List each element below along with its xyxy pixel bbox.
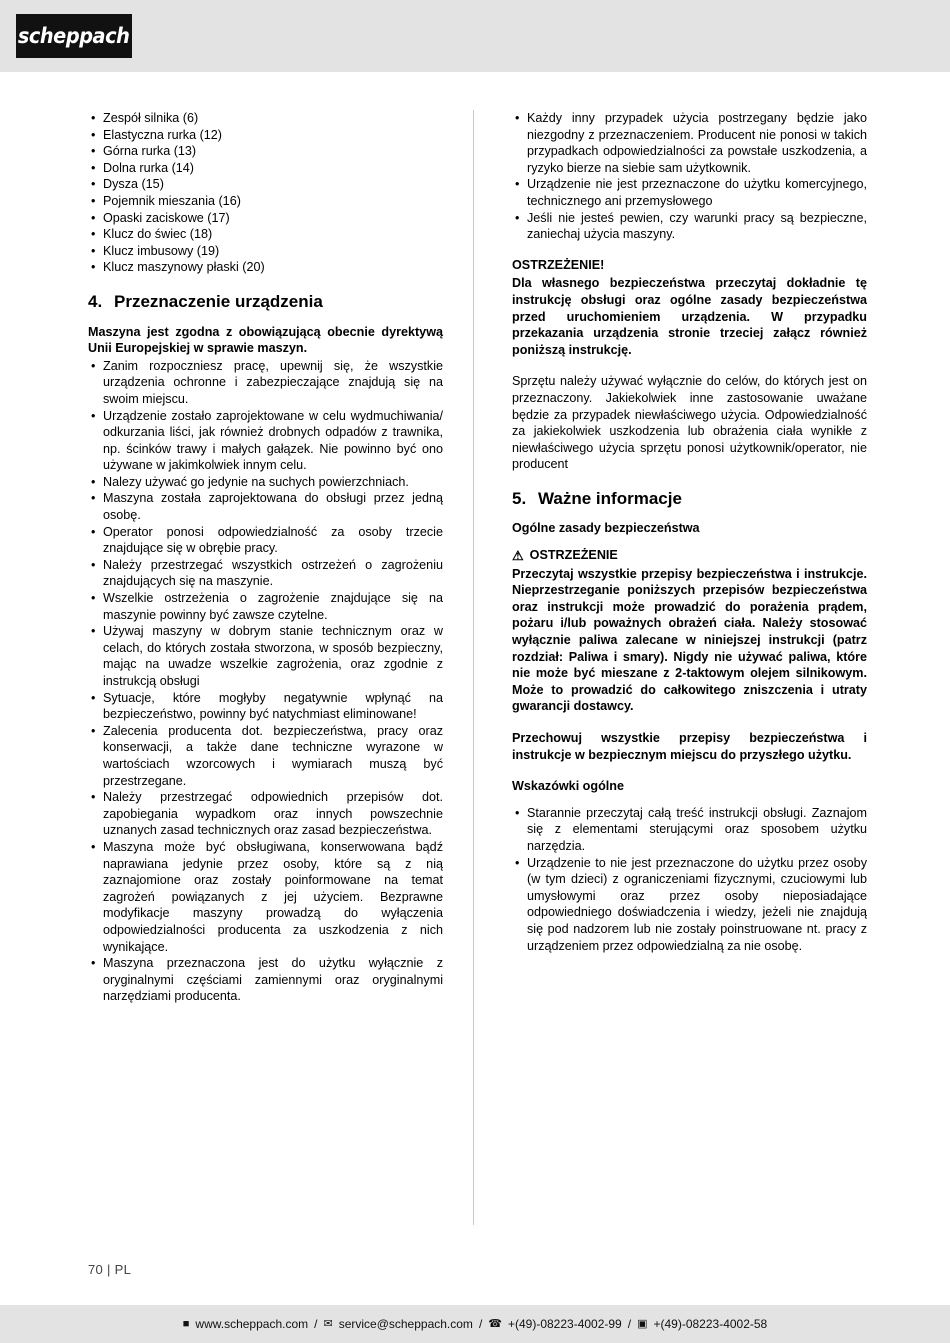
list-item: • Klucz maszynowy płaski (20) [88,259,443,276]
footer-phone: +(49)-08223-4002-99 [507,1317,622,1331]
warning-body: Dla własnego bezpieczeństwa przeczytaj dokładnie tę instrukcję obsługi oraz ogólne zasady bezpieczeństwa przed uruchomieniem urządzenia. W przypadku przekazania urządzenia stronie trzeciej załącz również poniższą instrukcję. [512,276,867,357]
page-language-code: PL [114,1262,132,1277]
list-item: • Starannie przeczytaj całą treść instrukcji obsługi. Zaznajom się z elementami sterującymi oraz sposobem użytku narzędzia. [512,805,867,855]
footer-website[interactable]: www.scheppach.com [195,1317,309,1331]
right-top-bullets [512,110,867,243]
general-notes-heading: Wskazówki ogólne [512,779,624,794]
parts-list [88,110,443,276]
page-content [0,110,950,1240]
list-item: • Klucz imbusowy (19) [88,243,443,260]
list-item: • Operator ponosi odpowiedzialność za osoby trzecie znajdujące się w obrębie pracy. [88,524,443,557]
section-5-heading [512,488,867,508]
list-item: • Dysza (15) [88,176,443,193]
column-divider [473,110,474,1225]
footer-contact-row [183,1317,767,1331]
logo-text: scheppach [18,24,130,48]
list-item: • Nalezy używać go jedynie na suchych powierzchniach. [88,474,443,491]
list-item: • Zespół silnika (6) [88,110,443,127]
footer-email[interactable]: service@scheppach.com [338,1317,473,1331]
right-column [512,110,867,954]
store-instructions-text: Przechowuj wszystkie przepisy bezpieczeństwa i instrukcje w bezpiecznym miejscu do przyszłego użytku. [512,731,867,762]
list-item: • Zanim rozpoczniesz pracę, upewnij się, że wszystkie urządzenia ochronne i zabezpieczające znajdują się na swoim miejscu. [88,358,443,408]
safety-warning-text: Przeczytaj wszystkie przepisy bezpieczeństwa i instrukcje. Nieprzestrzeganie poniższych przepisów bezpieczeństwa oraz instrukcji może prowadzić do porażenia prądem, pożaru i/lub poważnych obrażeń ciała. Należy stosować wyłącznie paliwa zalecane w niniejszej instrukcji (patrz rozdział: Paliwa i smary). Nigdy nie używać paliwa, które nie może być mieszane z 2-taktowym olejem silnikowym. Może to prowadzić do całkowitego zniszczenia i utraty gwarancji dostawcy. [512,566,867,714]
list-item: • Maszyna przeznaczona jest do użytku wyłącznie z oryginalnymi częściami zamiennymi oraz oryginalnymi narzędziami producenta. [88,955,443,1005]
scheppach-logo [16,14,132,58]
section-5-title: Ważne informacje [538,488,682,508]
warning-heading: OSTRZEŻENIE! [512,257,605,272]
list-item: • Należy przestrzegać wszystkich ostrzeżeń o zagrożeniu znajdujących się na maszynie. [88,557,443,590]
warning-label: OSTRZEŻENIE [529,548,618,563]
page-footer [0,1305,950,1343]
list-item: • Klucz do świec (18) [88,226,443,243]
list-item: • Jeśli nie jesteś pewien, czy warunki pracy są bezpieczne, zaniechaj użycia maszyny. [512,210,867,243]
list-item: • Górna rurka (13) [88,143,443,160]
phone-icon: ☎ [488,1317,502,1330]
intended-use-paragraph: Sprzętu należy używać wyłącznie do celów, do których jest on przeznaczony. Jakiekolwiek inne zastosowanie uważane będzie za przypadek niewłaściwego użycia. Odpowiedzialność za jakiekolwiek uszkodzenia lub obrażenia ciała wynikłe z niewłaściwego użycia sprzętu ponosi użytkownik/operator, nie producent [512,374,867,472]
page-number-separator: | [106,1262,111,1277]
page-header [0,0,950,72]
section-4-title: Przeznaczenie urządzenia [114,291,323,311]
footer-separator: / [478,1317,483,1331]
list-item: • Elastyczna rurka (12) [88,127,443,144]
general-notes-bullets [512,805,867,954]
list-item: • Sytuacje, które mogłyby negatywnie wpłynąć na bezpieczeństwo, powinny być natychmiast eliminowane! [88,690,443,723]
footer-fax: +(49)-08223-4002-58 [653,1317,768,1331]
section-4-bullets [88,358,443,1005]
section-4-heading [88,291,443,311]
section-4-intro: Maszyna jest zgodna z obowiązującą obecnie dyrektywą Unii Europejskiej w sprawie maszyn. [88,324,443,356]
list-item: • Pojemnik mieszania (16) [88,193,443,210]
list-item: • Urządzenie zostało zaprojektowane w celu wydmuchiwania/ odkurzania liści, jak również drobnych odpadów z trawnika, np. ścinków trawy i małych gałązek. Nie powinno być ono używane w jakimkolwiek innym celu. [88,408,443,474]
list-item: • Dolna rurka (14) [88,160,443,177]
list-item: • Używaj maszyny w dobrym stanie technicznym oraz w celach, do których została stworzona, w sposób bezpieczny, mając na uwadze wszelkie zagrożenia, oraz zgodnie z instrukcją obsługi [88,623,443,689]
footer-separator: / [314,1317,318,1331]
globe-icon: ■ [182,1317,190,1330]
page-number-value: 70 [88,1262,104,1277]
envelope-icon: ✉ [323,1317,333,1330]
list-item: • Maszyna może być obsługiwana, konserwowana bądź naprawiana jedynie przez osoby, które są z nią zaznajomione oraz zostały poinformowane na temat zagrożeń powiązanych z jej użyciem. Bezprawne modyfikacje maszyny prowadzą do wyłączenia odpowiedzialności producenta za uszkodzenia z nich wynikające. [88,839,443,955]
section-5-number: 5. [512,488,527,508]
list-item: • Urządzenie to nie jest przeznaczone do użytku przez osoby (w tym dzieci) z ograniczeniami fizycznymi, czuciowymi lub umysłowymi oraz przez osoby nieposiadające odpowiedniego doświadczenia i wiedzy, jeżeli nie znajdują się pod nadzorem lub nie zostały poinstruowane nt. pracy z urządzeniem przez odpowiedzialną za nie osobę. [512,855,867,955]
list-item: • Urządzenie nie jest przeznaczone do użytku komercyjnego, technicznego ani przemysłowego [512,176,867,209]
list-item: • Maszyna została zaprojektowana do obsługi przez jedną osobę. [88,490,443,523]
list-item: • Wszelkie ostrzeżenia o zagrożenie znajdujące się na maszynie powinny być zawsze czytelne. [88,590,443,623]
list-item: • Należy przestrzegać odpowiednich przepisów dot. zapobiegania wypadkom oraz innych powszechnie uznanych zasad technicznych oraz zasad bezpieczeństwa. [88,789,443,839]
page-number [88,1262,131,1277]
warning-label-row [512,547,867,564]
general-safety-subheading: Ogólne zasady bezpieczeństwa [512,521,700,536]
list-item: • Opaski zaciskowe (17) [88,210,443,227]
fax-icon: ▣ [637,1317,648,1330]
left-column [88,110,443,1005]
list-item: • Każdy inny przypadek użycia postrzegany będzie jako niezgodny z przeznaczeniem. Producent nie ponosi w takich przypadkach odpowiedzialności za powstałe uszkodzenia, a ryzyko bierze na siebie sam użytkownik. [512,110,867,176]
section-4-number: 4. [88,291,103,311]
footer-separator: / [627,1317,632,1331]
list-item: • Zalecenia producenta dot. bezpieczeństwa, pracy oraz konserwacji, a także dane techniczne wyrazone w wartościach wzorcowych i wymiarach muszą być przestrzegane. [88,723,443,789]
warning-triangle-icon: ⚠ [512,547,524,563]
